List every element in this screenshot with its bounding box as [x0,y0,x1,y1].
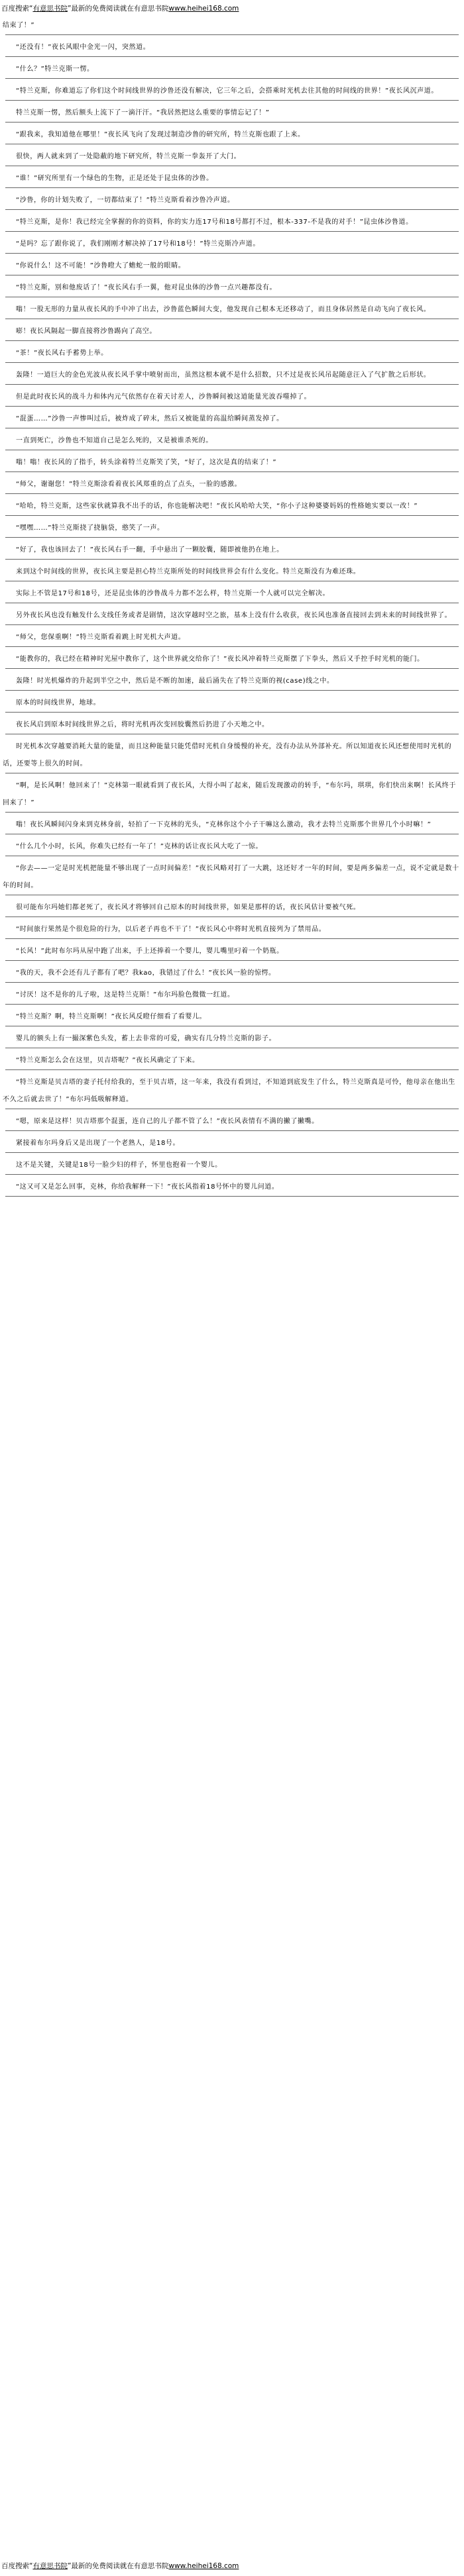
paragraph-divider [5,187,459,188]
banner-url-link[interactable]: www.heihei168.com [168,2562,239,2570]
paragraph-divider [5,362,459,363]
banner-site-link[interactable]: 有意思书院 [32,2562,68,2570]
paragraph-text: “特兰克斯，别和他废话了！”夜长风右手一翼，他对昆虫体的沙鲁一点兴趣都没有。 [16,284,277,291]
paragraph-text: “讨厌！这不是你的儿子啦，这是特兰克斯！”布尔玛脸色微微一红道。 [16,991,235,999]
paragraph-divider [5,624,459,625]
paragraph-text: “是吗？忘了跟你说了，我们刚刚才解决掉了17号和18号！”特兰克斯冷声道。 [16,240,261,248]
paragraph [0,607,464,625]
paragraph-text: “还没有！”夜长风眼中金光一闪，突然道。 [16,44,150,51]
paragraph [0,148,464,166]
paragraph-text: “师父，您保重啊！”特兰克斯看着跳上时光机大声道。 [16,634,186,641]
paragraph-divider [5,1130,459,1131]
paragraph-text: 婴儿的额头上有一撮深紫色头发，蓄上去非常的可爱，确实有几分特兰克斯的影子。 [16,1035,276,1042]
paragraph-text: “特兰克斯，是你！我已经完全掌握的你的资料，你的实力连17号和18号都打不过，根本-337-不是我的对手！”昆虫体沙鲁道。 [16,219,413,226]
paragraph-divider [5,812,459,813]
paragraph-text: “跟我来，我知道他在哪里！”夜长风飞向了发现过制造沙鲁的研究所，特兰克斯也跟了上来。 [16,131,305,138]
paragraph [0,738,464,773]
paragraph [0,899,464,917]
paragraph-text: “啊，是长风啊！他回来了！”克林第一眼就看到了夜长风，大得小叫了起来，随后发现激动的转手，“布尔玛，琪琪，你们快出来啊！长风终于回来了！” [3,782,456,807]
paragraph-text: “这又可又是怎么回事，克林，你给我解释一下！”夜长风指着18号怀中的婴儿问道。 [16,1183,279,1191]
paragraph-text: 夜长风启到原本时间线世界之后，将时光机再次变回胶囊然后扔进了小天地之中。 [16,721,269,728]
paragraph-divider [5,1174,459,1175]
paragraph-text: 嘭！夜长风隔起一脚直接将沙鲁踢向了高空。 [16,328,156,335]
paragraph [0,411,464,428]
paragraph-divider [5,253,459,254]
paragraph-divider [5,1004,459,1005]
paragraph-text: “长风！”此时布尔玛从屋中跑了出来，手上还捧着一个婴儿，婴儿嘴里叼着一个奶瓶。 [16,948,284,955]
paragraph [0,126,464,144]
paragraph [0,860,464,895]
paragraph-text: 时光机本次穿越要消耗大量的能量，而且这种能量只能凭借时光机自身缓慢的补充，没有办法从外部补充。所以知道夜长风还想使用时光机的话，还要等上很久的时间。 [3,743,452,768]
paragraph [0,498,464,516]
paragraph [0,258,464,275]
paragraph [0,695,464,713]
paragraph-divider [5,78,459,79]
paragraph [0,17,464,35]
paragraph-text: “谁！”研究所里有一个绿色的生物，正是还处于昆虫体的沙鲁。 [16,175,213,182]
paragraph-text: 很快，两人就来到了一处隐蔽的地下研究所，特兰克斯一拳轰开了大门。 [16,153,241,160]
paragraph-text: 特兰克斯一愣，然后额头上流下了一滴汗汗。“我居然把这么重要的事情忘记了！” [16,109,270,117]
paragraph [0,817,464,834]
banner-url-link[interactable]: www.heihei168.com [168,5,239,13]
paragraph [0,943,464,961]
paragraph [0,301,464,319]
paragraph-text: 嗡！一股无形的力量从夜长风的手中冲了出去，沙鲁蓝色瞬间大变，他发现自己根本无还移动了，而且身体居然是自动飞向了夜长风。 [16,306,431,313]
paragraph [0,61,464,79]
paragraph-text: 结束了！” [3,22,35,29]
paragraph-divider [5,712,459,713]
paragraph [0,279,464,297]
paragraph-text: “什么几个小时，长风，你难失已经有一年了！”克林的话让夜长风大吃了一惊。 [16,843,262,850]
paragraph-divider [5,209,459,210]
chapter-content [0,17,464,2557]
banner-prefix: 百度搜索“ [1,2562,33,2570]
banner-suffix: ”最新的免费阅读就在有意思书院 [67,2562,169,2570]
paragraph-text: 嗡！嗡！夜长风的了指手，转头涂着特兰克斯笑了笑，“好了，这次是真的结束了！” [16,459,277,466]
paragraph-divider [5,559,459,560]
paragraph-text: 实际上不管是17号和18号，还是昆虫体的沙鲁战斗力都不怎么样，特兰克斯一个人就可以完全解决。 [16,590,330,597]
paragraph [0,542,464,560]
paragraph-divider [5,938,459,939]
paragraph [0,454,464,472]
paragraph-text: “嗯，原来是这样！贝吉塔那个混蛋，连自己的儿子都不管了么！”夜长风表情有不满的撇了撇嘴。 [16,1118,319,1125]
paragraph [0,39,464,57]
paragraph-divider [5,515,459,516]
paragraph-divider [5,471,459,472]
paragraph-text: “特兰克斯？啊，特兰克斯啊！”夜长风反瞪仔细看了看婴儿。 [16,1013,207,1020]
paragraph-text: 来到这个时间线的世界，夜长风主要是担心特兰克斯所处的时间线世界会有什么变化。特兰克斯没有为难还珠。 [16,568,361,575]
paragraph-text: “什么？”特兰克斯一愣。 [16,66,94,73]
paragraph [0,987,464,1005]
paragraph [0,629,464,647]
paragraph-text: “你说什么！这不可能！”沙鲁瞪大了蟾蛇一般的眼睛。 [16,262,186,270]
paragraph [0,564,464,581]
site-banner-bottom [0,2557,464,2575]
paragraph-divider [5,916,459,917]
paragraph [0,83,464,101]
paragraph [0,673,464,691]
paragraph-divider [5,982,459,983]
paragraph-text: “好了，我也该回去了！”夜长风右手一翻，手中悬出了一颗胶囊，随即被他扔在地上。 [16,546,284,554]
banner-prefix: 百度搜索“ [1,5,33,13]
paragraph-text: “时间旅行果然是个很危险的行为，以后老子再也不干了！”夜长风心中将时光机直接列为了禁用品。 [16,926,326,933]
paragraph-text: “特兰克斯是贝吉塔的妻子托付给我的，至于贝吉塔，这一年来，我没有看到过，不知道到底发生了什么，特兰克斯真是可怜，他母亲在他出生不久之后就去世了！”布尔玛低吸解释道。 [3,1079,455,1103]
paragraph-divider [5,690,459,691]
paragraph-divider [5,668,459,669]
paragraph-divider [5,34,459,35]
paragraph-divider [5,56,459,57]
paragraph [0,345,464,363]
paragraph-divider [5,537,459,538]
paragraph-text: 这不是关键，关键是18号一脸少妇的样子，怀里也抱着一个婴儿。 [16,1162,222,1169]
paragraph [0,389,464,407]
paragraph [0,1157,464,1175]
paragraph [0,1135,464,1153]
paragraph-text: “师父，谢谢您！”特兰克斯涂看着夜长风郑重的点了点头，一脸的感激。 [16,481,242,488]
paragraph-text: “我的天，我不会还有儿子都有了吧？我kao，我错过了什么！”夜长风一脸的惊愕。 [16,969,276,977]
paragraph [0,585,464,603]
paragraph-text: 但是此时夜长风的战斗力和体内元气依然存在着天讨差人，沙鲁瞬间被这道能量光波吞噬掉了。 [16,393,312,401]
paragraph-text: “你去——一定是时光机把能量不够出现了一点时间偏差！”夜长风略对打了一大跳，这还好才一年的时间，要是两多偏差一点，说不定就是数十年的时间。 [3,865,459,889]
paragraph-divider [5,406,459,407]
paragraph [0,1179,464,1197]
paragraph [0,965,464,983]
paragraph [0,367,464,385]
paragraph [0,651,464,669]
paragraph [0,838,464,856]
paragraph-text: 轰隆！一道巨大的金色光波从夜长风手掌中喷射而出，虽然这根本就不是什么招数，只不过是夜长风吊起随意汪入了气扩散之后形状。 [16,372,431,379]
paragraph-text: 很可能布尔玛她们都老死了，夜长风才将够回自己原本的时间线世界，如果是那样的话，夜长风估计要被气死。 [16,904,361,911]
paragraph [0,717,464,734]
banner-suffix: ”最新的免费阅读就在有意思书院 [67,5,169,13]
paragraph [0,520,464,538]
paragraph [0,432,464,450]
paragraph-divider [5,384,459,385]
paragraph-text: “混蛋……”沙鲁一声惨叫过后，被炸成了碎末，然后又被能量的高温给瞬间蒸发掉了。 [16,415,284,422]
paragraph [0,1074,464,1109]
paragraph [0,170,464,188]
paragraph-divider [5,960,459,961]
paragraph [0,476,464,494]
paragraph-divider [5,646,459,647]
paragraph [0,236,464,254]
paragraph-divider [5,122,459,123]
paragraph [0,192,464,210]
paragraph-text: 轰隆！时光机爆炸的升起到半空之中，然后是不断的加速，最后涌失在了特兰克斯的视(case)线之中。 [16,677,334,685]
paragraph [0,1113,464,1131]
paragraph-text: 嗡！夜长风瞬间闪身来到克林身前，轻拍了一下克林的光头，“克林你这个小子干嘛这么激动，我才去特兰克斯那个世界几个小时嘛！” [16,821,432,828]
paragraph [0,1030,464,1048]
paragraph-divider [5,231,459,232]
paragraph [0,105,464,123]
paragraph-divider [5,493,459,494]
paragraph [0,1009,464,1026]
paragraph [0,921,464,939]
paragraph-text: “嘿嘿……”特兰克斯挠了挠脑袋，憨笑了一声。 [16,524,164,532]
paragraph-divider [5,1152,459,1153]
paragraph-divider [5,100,459,101]
paragraph-text: 紧接着布尔玛身后又是出现了一个老熟人，是18号。 [16,1140,180,1147]
paragraph-text: “特兰克斯，你难道忘了你们这个时间线世界的沙鲁还没有解决，它三年之后，会搭乘时光机去往其他的时间线的世界！”夜长风沉声道。 [16,87,438,95]
paragraph-divider [5,1196,459,1197]
paragraph [0,214,464,232]
paragraph [0,323,464,341]
paragraph-text: “特兰克斯怎么会在这里，贝吉塔呢？”夜长风确定了下来。 [16,1057,200,1064]
banner-site-link[interactable]: 有意思书院 [32,5,68,13]
paragraph-text: 原本的时间线世界，地球。 [16,699,101,707]
paragraph-text: “茶！”夜长风右手蓄势上举。 [16,350,108,357]
paragraph-text: 一直到死亡，沙鲁也不知道自己是怎么死的，又是被谁杀死的。 [16,437,213,444]
paragraph-text: 另外夜长风也没有触发什么支线任务或者是剧情，这次穿越时空之旅，基本上没有什么收获，夜长风也准备直接回去到未来的时间线世界了。 [16,612,452,619]
paragraph [0,777,464,813]
paragraph-divider [5,1069,459,1070]
paragraph-divider [5,340,459,341]
site-banner-top [0,0,464,17]
paragraph-text: “沙鲁，你的计划失败了，一切都结束了！”特兰克斯看着沙鲁冷声道。 [16,197,235,204]
paragraph-text: “哈哈，特兰克斯，这些家伙就算我不出手的话，你也能解决吧！”夜长风哈哈大笑，“你小子这种婆婆妈妈的性格她实要以一改！” [16,503,418,510]
paragraph-text: “能教你的，我已经在精神时光屋中教你了，这个世界就交给你了！”夜长风冲着特兰克斯摆了下拳头，然后又手控手时光机的能门。 [16,656,424,663]
paragraph [0,1052,464,1070]
